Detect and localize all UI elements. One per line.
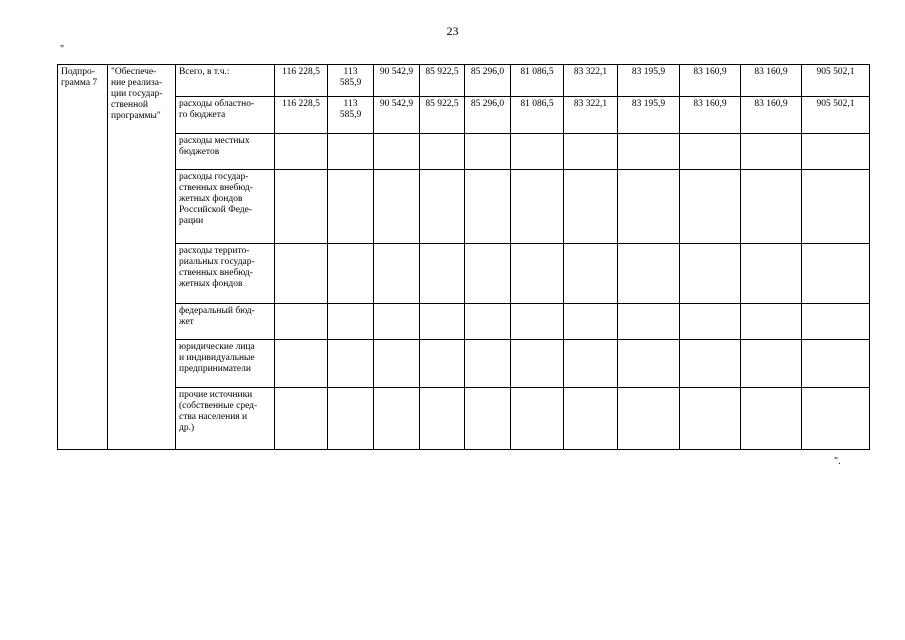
- funding-source-label: расходы местных бюджетов: [176, 134, 275, 170]
- value-cell: [420, 170, 465, 244]
- subprogram-name-cell: "Обеспече- ние реализа- ции государ- ственной программы": [108, 65, 176, 450]
- value-cell: [680, 244, 741, 304]
- value-cell: [275, 170, 328, 244]
- value-cell: 113 585,9: [328, 97, 374, 134]
- value-cell: [328, 340, 374, 388]
- table-row: [58, 97, 870, 134]
- value-cell: [374, 244, 420, 304]
- value-cell: [420, 244, 465, 304]
- value-cell: [420, 134, 465, 170]
- value-cell: [465, 304, 511, 340]
- funding-source-label: Всего, в т.ч.:: [176, 65, 275, 97]
- funding-source-label: федеральный бюд- жет: [176, 304, 275, 340]
- value-cell: [374, 340, 420, 388]
- value-cell: 116 228,5: [275, 65, 328, 97]
- value-cell: 81 086,5: [511, 65, 564, 97]
- subprogram-label-cell: Подпро- грамма 7: [58, 65, 108, 450]
- value-cell: [618, 244, 680, 304]
- value-cell: [374, 134, 420, 170]
- table-row: [58, 340, 870, 388]
- value-cell: [564, 170, 618, 244]
- value-cell: 85 296,0: [465, 97, 511, 134]
- value-cell: [564, 244, 618, 304]
- opening-quote-mark: ": [60, 44, 65, 55]
- value-cell: [564, 340, 618, 388]
- value-cell: [618, 134, 680, 170]
- value-cell: [328, 304, 374, 340]
- value-cell: [802, 244, 870, 304]
- value-cell: 83 160,9: [680, 97, 741, 134]
- value-cell: [618, 170, 680, 244]
- value-cell: [465, 388, 511, 450]
- value-cell: [741, 388, 802, 450]
- value-cell: [374, 388, 420, 450]
- value-cell: [275, 244, 328, 304]
- value-cell: 90 542,9: [374, 97, 420, 134]
- value-cell: [465, 340, 511, 388]
- value-cell: [741, 170, 802, 244]
- funding-source-label: расходы террито- риальных государ- ственных внебюд- жетных фондов: [176, 244, 275, 304]
- value-cell: [618, 340, 680, 388]
- value-cell: [564, 304, 618, 340]
- table-body: [58, 65, 870, 450]
- value-cell: 90 542,9: [374, 65, 420, 97]
- table-row: [58, 134, 870, 170]
- value-cell: 83 322,1: [564, 65, 618, 97]
- table-row: [58, 65, 870, 97]
- table-row: [58, 388, 870, 450]
- value-cell: [618, 388, 680, 450]
- value-cell: [275, 134, 328, 170]
- value-cell: [564, 134, 618, 170]
- value-cell: [465, 134, 511, 170]
- value-cell: 83 195,9: [618, 97, 680, 134]
- value-cell: 83 195,9: [618, 65, 680, 97]
- page-number: 23: [446, 24, 459, 38]
- value-cell: [741, 134, 802, 170]
- value-cell: [465, 170, 511, 244]
- value-cell: [328, 388, 374, 450]
- funding-source-label: юридические лица и индивидуальные предприниматели: [176, 340, 275, 388]
- value-cell: [802, 134, 870, 170]
- value-cell: [564, 388, 618, 450]
- value-cell: [420, 340, 465, 388]
- value-cell: [802, 388, 870, 450]
- value-cell: [680, 388, 741, 450]
- value-cell: 83 160,9: [680, 65, 741, 97]
- funding-source-label: прочие источники (собственные сред- ства населения и др.): [176, 388, 275, 450]
- value-cell: [741, 340, 802, 388]
- value-cell: [275, 388, 328, 450]
- value-cell: [420, 304, 465, 340]
- value-cell: [802, 170, 870, 244]
- value-cell: [680, 170, 741, 244]
- value-cell: [741, 244, 802, 304]
- value-cell: 905 502,1: [802, 97, 870, 134]
- value-cell: [275, 340, 328, 388]
- value-cell: [328, 134, 374, 170]
- budget-table: [57, 64, 870, 450]
- value-cell: [511, 388, 564, 450]
- value-cell: 116 228,5: [275, 97, 328, 134]
- value-cell: 113 585,9: [328, 65, 374, 97]
- value-cell: 83 160,9: [741, 65, 802, 97]
- value-cell: [511, 134, 564, 170]
- value-cell: [511, 170, 564, 244]
- value-cell: 85 296,0: [465, 65, 511, 97]
- value-cell: 905 502,1: [802, 65, 870, 97]
- value-cell: [680, 134, 741, 170]
- value-cell: 85 922,5: [420, 65, 465, 97]
- value-cell: [802, 304, 870, 340]
- value-cell: [511, 244, 564, 304]
- table-row: [58, 304, 870, 340]
- closing-quote-mark: ".: [834, 456, 841, 467]
- value-cell: 85 922,5: [420, 97, 465, 134]
- table-row: [58, 244, 870, 304]
- funding-source-label: расходы государ- ственных внебюд- жетных фондов Российской Феде- рации: [176, 170, 275, 244]
- value-cell: [680, 304, 741, 340]
- value-cell: [680, 340, 741, 388]
- value-cell: [420, 388, 465, 450]
- value-cell: [618, 304, 680, 340]
- value-cell: [374, 304, 420, 340]
- value-cell: 83 322,1: [564, 97, 618, 134]
- value-cell: [511, 304, 564, 340]
- table-row: [58, 170, 870, 244]
- value-cell: [328, 170, 374, 244]
- value-cell: [741, 304, 802, 340]
- value-cell: [275, 304, 328, 340]
- value-cell: [802, 340, 870, 388]
- value-cell: [511, 340, 564, 388]
- value-cell: 81 086,5: [511, 97, 564, 134]
- value-cell: [374, 170, 420, 244]
- funding-source-label: расходы областно- го бюджета: [176, 97, 275, 134]
- value-cell: [328, 244, 374, 304]
- value-cell: [465, 244, 511, 304]
- value-cell: 83 160,9: [741, 97, 802, 134]
